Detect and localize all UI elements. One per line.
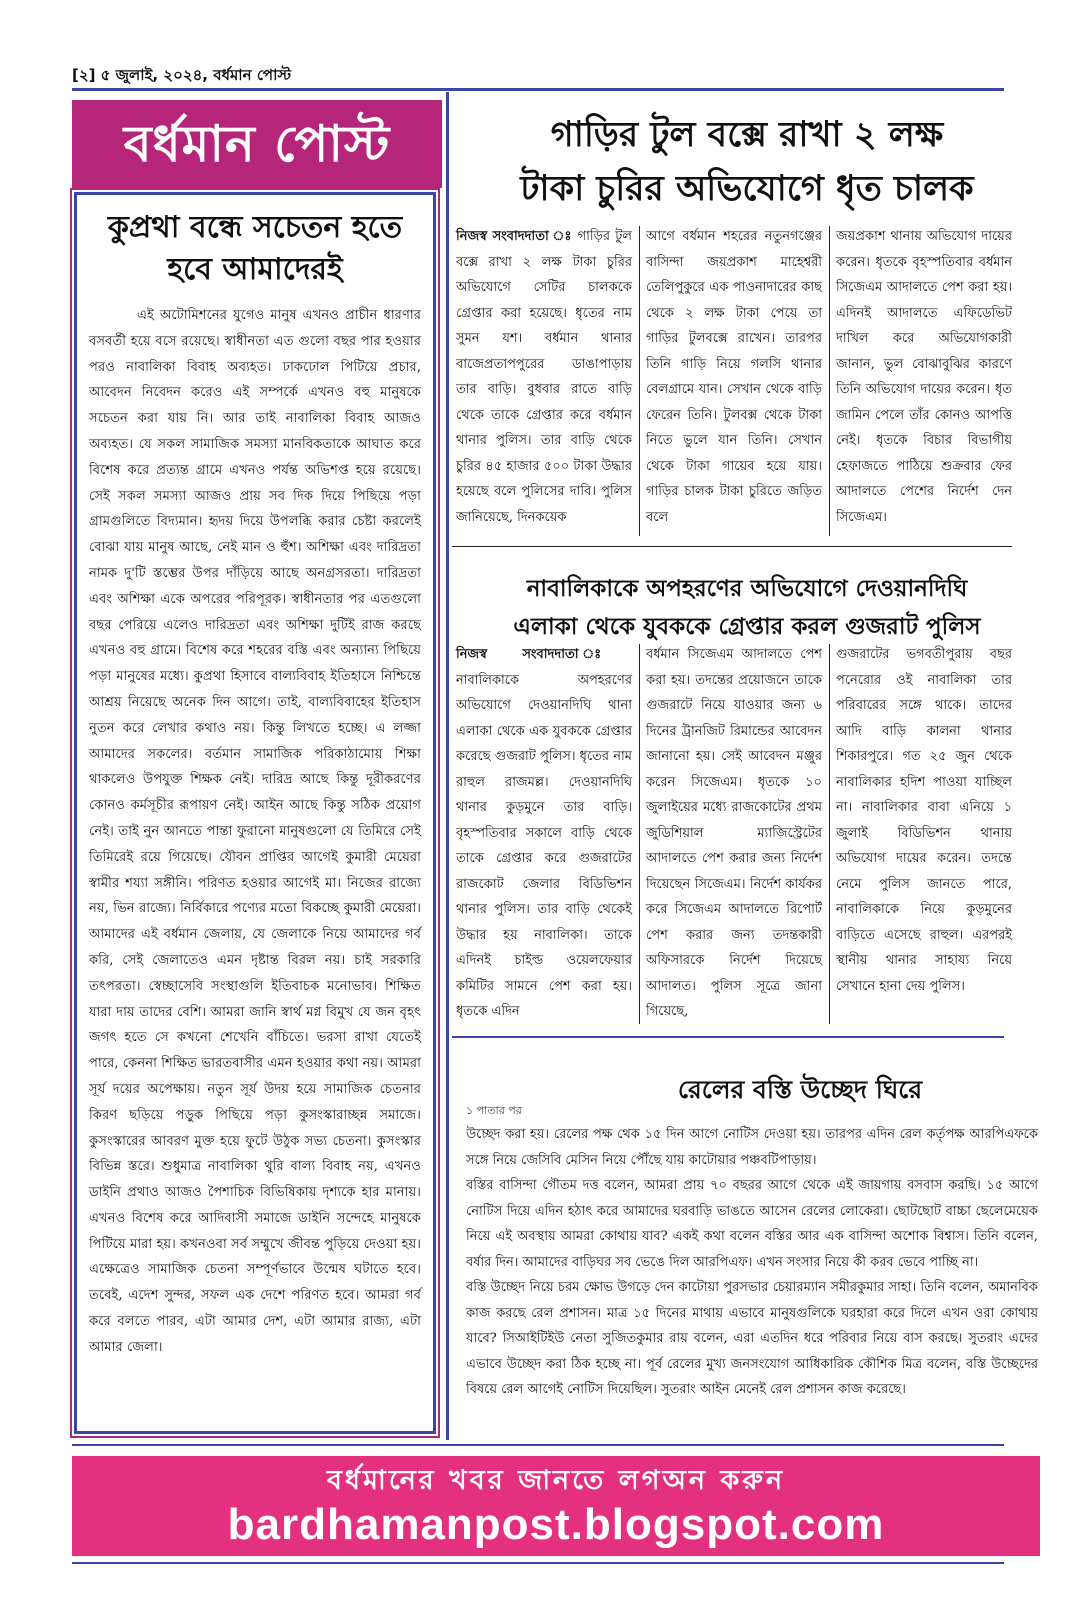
- story2-col-rule-1: [639, 644, 640, 1024]
- story1-col-rule-2: [829, 226, 830, 536]
- story2-headline-line2: এলাকা থেকে যুবককে গ্রেপ্তার করল গুজরাট পুলিস: [513, 614, 981, 640]
- continued-label: ১ পাতার পর: [466, 1104, 522, 1117]
- story3-top-rule: [452, 1036, 1004, 1038]
- editorial-box: [74, 192, 436, 1434]
- story2-top-rule: [452, 546, 1012, 547]
- top-rule: [72, 88, 1004, 91]
- story3-body: [466, 1122, 1038, 1403]
- banner-tagline: বর্ধমানের খবর জানতে লগঅন করুন: [326, 1465, 786, 1496]
- banner-url-link[interactable]: bardhamanpost.blogspot.com: [227, 1500, 885, 1549]
- footer-banner: [72, 1456, 1040, 1556]
- editorial-title: কুপ্রথা বন্ধে সচেতন হতে হবে আমাদেরই: [107, 210, 403, 287]
- page-folio: [২] ৫ জুলাই, ২০২৪, বর্ধমান পোস্ট: [72, 66, 292, 84]
- editorial-body: এই অটোমিশনের যুগেও মানুষ এখনও প্রাচীন ধারণার বসবর্তী হয়ে বসে রয়েছে। স্বাধীনতা এত গুলো বছর পার হওয়ার পরও নাবালিকা বিবাহ অব্যহত। ঢাকঢোল পিটিয়ে প্রচার, আবেদন নিবেদন করেও এই সম্পর্কে এখনও বহু মানুষকে সচেতন করা যায় নি। আর তাই নাবালিকা বিবাহ আজও অব্যহত। যে সকল সামাজিক সমস্যা মানবিকতাকে আঘাত করে বিশেষ করে প্রত্যন্ত গ্রামে এখনও পর্যন্ত অভিশপ্ত হয়ে রয়েছে। সেই সকল সমস্যা আজও প্রায় সব দিক দিয়ে পিছিয়ে পড়া গ্রামগুলিতে বিদ্যমান। হৃদয় দিয়ে উপলব্ধি করার চেষ্টা করলেই বোঝা যায় মানুষ আছে, নেই মান ও হুঁশ। অশিক্ষা এবং দারিদ্রতা নামক দু'টি স্তম্ভের উপর দাঁড়িয়ে আছে অনগ্রসরতা। দারিদ্রতা এবং অশিক্ষা একে অপরের পরিপূরক। স্বাধীনতার পর এতগুলো বছর পেরিয়ে এলেও দারিদ্রতা এবং অশিক্ষা দুটিই রাজ করছে এখনও বহু গ্রামে। বিশেষ করে শহরের বস্তি এবং অন্যান্য পিছিয়ে পড়া মানুষের মধ্যে। কুপ্রথা হিসাবে বাল্যবিবাহ ইতিহাসে নিশ্চিন্তে আশ্রয় নিয়েছে অনেক দিন আগে। তাই, বাল্যবিবাহের ইতিহাস নুতন করে লেখার কথাও নয়। কিন্তু লিখতে হচ্ছে। এ লজ্জা আমাদের সকলের। বর্তমান সামাজিক পরিকাঠামোয় শিক্ষা থাকলেও উপযুক্ত শিক্ষক নেই। দারিদ্র আছে কিন্তু দূরীকরণের কোনও কর্মসূচীর রূপায়ণ নেই। আইন আছে কিন্তু সঠিক প্রয়োগ নেই। তাই নুন আনতে পান্তা ফুরানো মানুষগুলো যে তিমিরে সেই তিমিরেই রয়ে গিয়েছে। যৌবন প্রাপ্তির আগেই কুমারী মেয়েরা স্বামীর শয্যা সঙ্গীনি। পরিণত হওয়ার আগেই মা। নিজের রাজ্যে নয়, ভিন রাজ্যে। নির্বিকারে পণ্যের মতো বিকচ্ছে কুমারী মেয়েরা। আমাদের এই বর্ধমান জেলায়, যে জেলাকে নিয়ে আমাদের গর্ব করি, সেই জেলাতেও এমন দৃষ্টান্ত বিরল নয়। চাই সরকারি তৎপরতা। স্বেচ্ছাসেবি সংস্থাগুলি ইতিবাচক মনোভাব। শিক্ষিত যারা দায় তাদের বেশি। আমরা জানি স্বার্থ মগ্ন বিমুখ যে জন বৃহৎ জগৎ হতে সে কখনো শেখেনি বাঁচিতে। ভরসা রাখা যেতেই পারে, কেননা শিক্ষিত ভারতবাসীর এমন হওয়ার কথা নয়। আমরা সূর্য দয়ের অপেক্ষায়। নতুন সূর্য উদয় হয়ে সামাজিক চেতনার কিরণ ছড়িয়ে পড়ুক পিছিয়ে পড়া কুসংস্কারাচ্ছন্ন সমাজে। কুসংস্কারের আবরণ মুক্ত হয়ে ফুটে উঠুক সভ্য চেতনা। কুসংস্কার বিভিন্ন স্তরে। শুধুমাত্র নাবালিকা থুরি বাল্য বিবাহ নয়, এখনও ডাইনি প্রথাও আজও পৈশাচিক বিভিষিকায় দৃশ্যকে হার মানায়। এখনও বিশেষ করে আদিবাসী সমাজে ডাইনি সন্দেহে মানুষকে পিটিয়ে মারা হয়। কখনওবা সর্ব সম্মুখে জীবন্ত পুড়িয়ে দেওয়া হয়। এক্ষেত্রেও সামাজিক চেতনা সম্পূর্ণভাবে উন্মেষ ঘটাতে হবে। তবেই, এদেশ সুন্দর, সফল এক দেশে পরিণত হবে। আমরা গর্ব করে বলতে পারব, এটা আমার দেশ, এটা আমার রাজ্য, এটা আমার জেলা।: [89, 308, 421, 1355]
- story1-col1-text: গাড়ির টুল বক্সে রাখা ২ লক্ষ টাকা চুরির অভিযোগে সেটির চালককে গ্রেপ্তার করা হয়েছে। ধৃতের নাম সুমন যশ। বর্ধমান থানার বাজেপ্রতাপপুরের ডাঙাপাড়ায় তার বাড়ি। বুধবার রাতে বাড়ি থেকে তাকে গ্রেপ্তার করে বর্ধমান থানার পুলিস। তার বাড়ি থেকে চুরির ৪৫ হাজার ৫০০ টাকা উদ্ধার হয়েছে বলে পুলিসের দাবি। পুলিস জানিয়েছে, দিনকয়েক: [456, 229, 632, 525]
- story2-col3: গুজরাটের ভগবতীপুরায় বছর পনেরোর ওই নাবালিকা তার পরিবারের সঙ্গে থাকে। তাদের আদি বাড়ি কালনা থানার শিকারপুরে। গত ২৫ জুন থেকে নাবালিকার হদিশ পাওয়া যাচ্ছিল না। নাবালিকার বাবা এনিয়ে ১ জুলাই বিডিভিশন থানায় অভিযোগ দায়ের করেন। তদন্তে নেমে পুলিস জানতে পারে, নাবালিকাকে নিয়ে কুড়মুনের বাড়িতে এসেছে রাহুল। এরপরই স্থানীয় থানার সাহায্য নিয়ে সেখানে হানা দেয় পুলিস।: [836, 647, 1012, 994]
- story2-col1: [456, 642, 632, 1025]
- story3-paragraph: বস্তির বাসিন্দা গৌতম দত্ত বলেন, আমরা প্রায় ৭০ বছরর আগে থেকে এই জায়গায় বসবাস করছি। ১৫ আগে নোটিস দিয়ে এদিন হঠাৎ করে আমাদের ঘরবাড়ি ভাঙতে আসেন রেলের লোকেরা। ছোটছোট বাচ্চা ছেলেমেয়েক নিয়ে এই অবস্থায় আমরা কোথায় যাব? একই কথা বলেন বস্তির আর এক বাসিন্দা অশোক বিশ্বাস। তিনি বলেন, বর্ষার দিন। আমাদের বাড়িঘর সব ভেঙে দিল আরপিএফ। এখন সংসার নিয়ে কী করব ভেবে পাচ্ছি না।: [466, 1178, 1038, 1270]
- story3-headline: রেলের বস্তি উচ্ছেদ ঘিরে: [677, 1075, 923, 1104]
- story1-headline-line2: টাকা চুরির অভিযোগে ধৃত চালক: [520, 169, 974, 209]
- story1-col3: জয়প্রকাশ থানায় অভিযোগ দায়ের করেন। ধৃতকে বৃহস্পতিবার বর্ধমান সিজেএম আদালতে পেশ করা হয়। এদিনই আদালতে এফিডেভিট দাখিল করে অভিযোগকারী জানান, ভুল বোঝাবুঝির কারণে তিনি অভিযোগ দায়ের করেন। ধৃত জামিন পেলে তাঁর কোনও আপত্তি নেই। ধৃতকে বিচার বিভাগীয় হেফাজতে পাঠিয়ে শুক্রবার ফের আদালতে পেশের নির্দেশ দেন সিজেএম।: [836, 229, 1012, 525]
- masthead-title: বর্ধমান পোস্ট: [123, 115, 391, 173]
- banner-bottom-rule: [72, 1562, 1004, 1564]
- story2-headline-line1: নাবালিকাকে অপহরণের অভিযোগে দেওয়ানদিঘি: [526, 576, 968, 602]
- bottom-rule: [72, 1444, 1004, 1446]
- story2-lead: নিজস্ব সংবাদদাতা ঃ: [456, 647, 632, 662]
- story2-col-rule-2: [829, 644, 830, 1024]
- story1-col1: [456, 224, 632, 530]
- story2-col1-text: নাবালিকাকে অপহরণের অভিযোগে দেওয়ানদিঘি থানা এলাকা থেকে এক যুবককে গ্রেপ্তার করেছে গুজরাট পুলিস। ধৃতের নাম রাহুল রাজমল্ল। দেওয়ানদিঘি থানার কুড়মুনে তার বাড়ি। বৃহস্পতিবার সকালে বাড়ি থেকে তাকে গ্রেপ্তার করে গুজরাটের রাজকোট জেলার বিডিভিশন থানার পুলিস। তার বাড়ি থেকেই উদ্ধার হয় নাবালিকা। তাকে এদিনই চাইল্ড ওয়েলফেয়ার কমিটির সামনে পেশ করা হয়। ধৃতকে এদিন: [456, 672, 632, 1019]
- story2-headline: [462, 570, 1032, 646]
- story1-headline-line1: গাড়ির টুল বক্সে রাখা ২ লক্ষ: [550, 115, 944, 155]
- story1-headline: [462, 108, 1032, 216]
- story2-col2: বর্ধমান সিজেএম আদালতে পেশ করা হয়। তদন্তের প্রয়োজনে তাকে গুজরাটে নিয়ে যাওয়ার জন্য ৬ দিনের ট্রানজিট রিমান্ডের আবেদন জানানো হয়। সেই আবেদন মঞ্জুর করেন সিজেএম। ধৃতকে ১০ জুলাইয়ের মধ্যে রাজকোটের প্রথম জুডিশিয়াল ম্যাজিস্ট্রেটের আদালতে পেশ করার জন্য নির্দেশ দিয়েছেন সিজেএম। নির্দেশ কার্যকর করে সিজেএম আদালতে রিপোর্ট পেশ করার জন্য তদন্তকারী অফিসারকে নির্দেশ দিয়েছে আদালত। পুলিস সূত্রে জানা গিয়েছে,: [646, 647, 822, 1019]
- column-divider: [446, 92, 449, 1440]
- story3-paragraph: উচ্ছেদ করা হয়। রেলের পক্ষ থেক ১৫ দিন আগে নোটিস দেওয়া হয়। তারপর এদিন রেল কর্তৃপক্ষ আরপিএফকে সঙ্গে নিয়ে জেসিবি মেসিন নিয়ে পৌঁছে যায় কাটোয়ার পঞ্চবটিপাড়ায়।: [466, 1127, 1038, 1168]
- story1-col-rule-1: [639, 226, 640, 536]
- story3-paragraph: বস্তি উচ্ছেদ নিয়ে চরম ক্ষোভ উগড়ে দেন কাটোয়া পুরসভার চেয়ারম্যান সমীরকুমার সাহা। তিনি বলেন, অমানবিক কাজ করছে রেল প্রশাসন। মাত্র ১৫ দিনের মাথায় এভাবে মানুষগুলিকে ঘরহারা করে দিলে এখন ওরা কোথায় যাবে? সিআইটিইউ নেতা সুজিতকুমার রায় বলেন, এরা এতদিন ধরে পরিবার নিয়ে বাস করছে। সুতরাং এদের এভাবে উচ্ছেদ করা ঠিক হচ্ছে না। পূর্ব রেলের মুখ্য জনসংযোগ আধিকারিক কৌশিক মিত্র বলেন, বস্তি উচ্ছেদের বিষয়ে রেল আগেই নোটিস দিয়েছিল। সুতরাং আইন মেনেই রেল প্রশাসন কাজ করেছে।: [466, 1280, 1038, 1397]
- story1-lead: নিজস্ব সংবাদদাতা ঃ: [456, 229, 573, 244]
- story1-col2: আগে বর্ধমান শহরের নতুনগঞ্জের বাসিন্দা জয়প্রকাশ মাহেশ্বরী তেলিপুকুরে এক পাওনাদারের কাছ থেকে ২ লক্ষ টাকা পেয়ে তা গাড়ির টুলবক্সে রাখেন। তারপর তিনি গাড়ি নিয়ে গলসি থানার বেলগ্রামে যান। সেখান থেকে বাড়ি ফেরেন তিনি। টুলবক্স থেকে টাকা নিতে ভুলে যান তিনি। সেখান থেকে টাকা গায়েব হয়ে যায়। গাড়ির চালক টাকা চুরিতে জড়িত বলে: [646, 229, 822, 525]
- masthead: [72, 100, 442, 188]
